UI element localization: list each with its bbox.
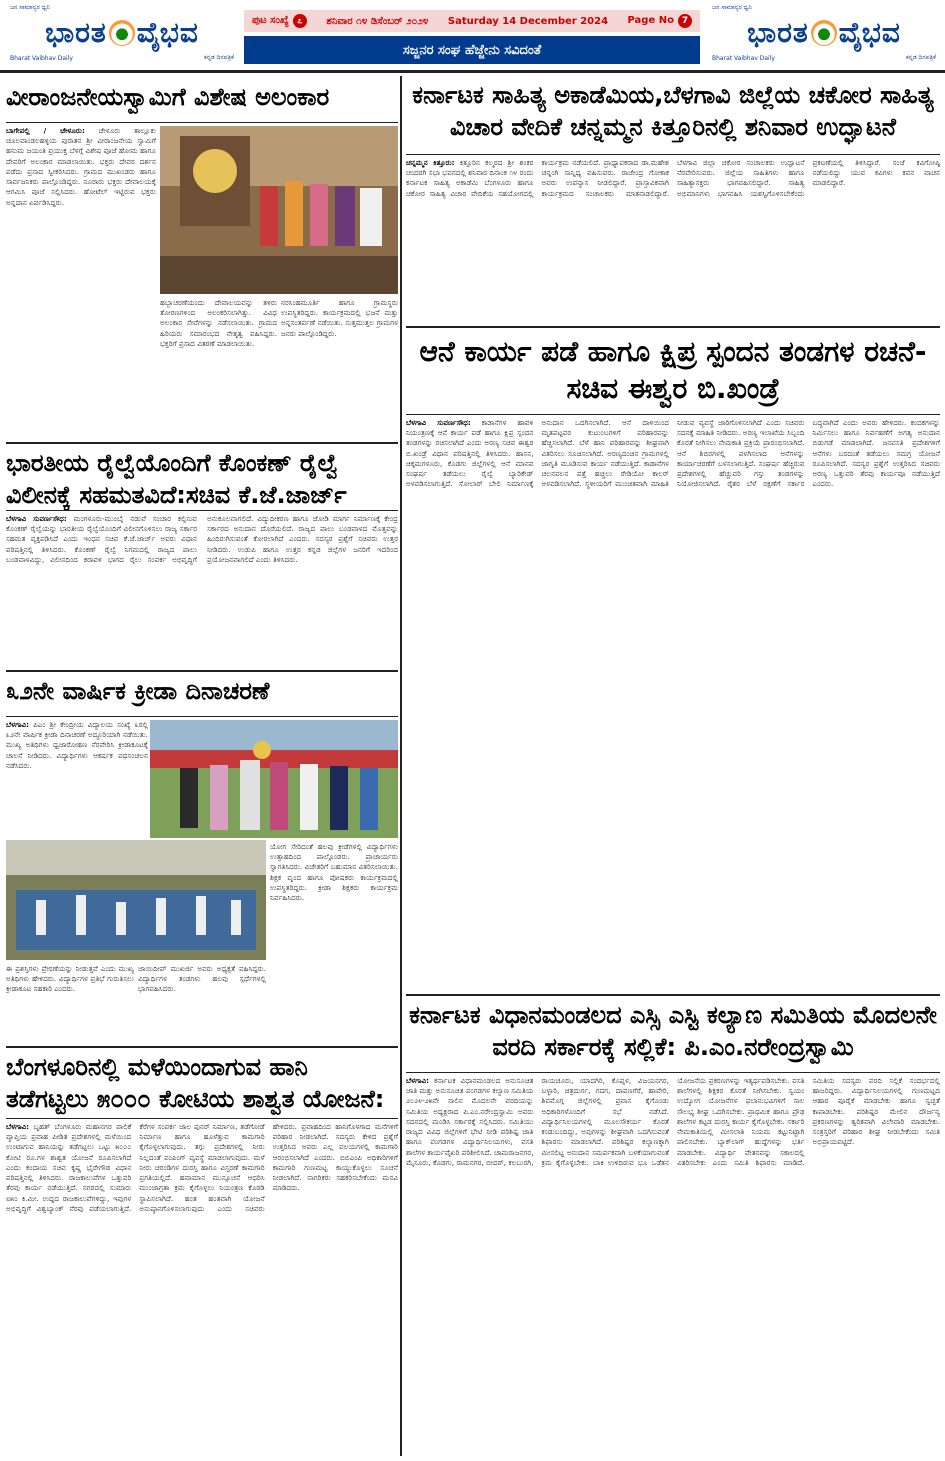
brand-left-text: ಭಾರತ bbox=[45, 16, 107, 49]
article-6-rule bbox=[6, 1118, 398, 1119]
article-3-rule bbox=[406, 414, 940, 415]
article-4-body bbox=[6, 514, 398, 664]
article-5-col-b: ಯೋಗ ಸೇರಿದಂತೆ ಹಲವು ಕ್ರೀಡೆಗಳಲ್ಲಿ ವಿದ್ಯಾರ್ಥಿಗಳು ಉತ್ಸಾಹದಿಂದ ಪಾಲ್ಗೊಂಡರು. ಪ್ರಾಚಾರ್ಯರು ಸ್ವಾಗತಿಸಿದರು. ವಿಜೇತರಿಗೆ ಬಹುಮಾನ ವಿತರಿಸಲಾಯಿತು. ಶಿಕ್ಷಕ ವೃಂದ ಹಾಗೂ ಪೋಷಕರು ಕಾರ್ಯಕ್ರಮದಲ್ಲಿ ಉಪಸ್ಥಿತರಿದ್ದರು. ಕ್ರೀಡಾ ಶಿಕ್ಷಕರು ಕಾರ್ಯಕ್ರಮ ನಿರ್ವಹಿಸಿದರು. bbox=[270, 842, 398, 903]
article-7-rule bbox=[406, 1072, 940, 1073]
article-3-headline: ಆನೆ ಕಾರ್ಯ ಪಡೆ ಹಾಗೂ ಕ್ಷಿಪ್ರ ಸ್ಪಂದನ ತಂಡಗಳ ರಚನೆ-ಸಚಿವ ಈಶ್ವರ ಬಿ.ಖಂಡ್ರೆ bbox=[419, 335, 927, 405]
brand-right-text-right: ವೈಭವ bbox=[838, 16, 901, 49]
brand-left-text-right: ಭಾರತ bbox=[747, 16, 809, 49]
tricolor-emblem-icon-right bbox=[811, 20, 837, 46]
masthead-divider bbox=[0, 70, 945, 73]
article-3-body bbox=[406, 418, 940, 988]
article-7-body bbox=[406, 1076, 940, 1454]
article-4-headline: ಭಾರತೀಯ ರೈಲ್ವೆಯೊಂದಿಗೆ ಕೊಂಕಣ್ ರೈಲ್ವೆ ವಿಲೀನಕ್ಕೆ ಸಹಮತವಿದೆ:ಸಚಿವ ಕೆ.ಜೆ.ಜಾರ್ಜ್ bbox=[6, 449, 347, 509]
page-label-en: Page No 7 bbox=[627, 14, 691, 28]
article-7-body-text: ಕರ್ನಾಟಕ ವಿಧಾನಮಂಡಲದ ಅನುಸೂಚಿತ ಜಾತಿ ಮತ್ತು ಅನುಸೂಚಿತ ಪಂಗಡಗಳ ಕಲ್ಯಾಣ ಸಮಿತಿಯ ೨೦೨೪-೨೫ನೇ ಸಾಲಿನ ಮೊದಲನೇ ವರದಿಯನ್ನು ಸಮಿತಿಯ ಅಧ್ಯಕ್ಷರಾದ ಪಿ.ಎಂ.ನರೇಂದ್ರಸ್ವಾಮಿ ಅವರು ಸದನದಲ್ಲಿ ಮಂಡಿಸಿ ಸರ್ಕಾರಕ್ಕೆ ಸಲ್ಲಿಸಿದರು. ಸಮಿತಿಯು ರಾಜ್ಯದ ವಿವಿಧ ಜಿಲ್ಲೆಗಳಿಗೆ ಭೇಟಿ ನೀಡಿ ಪರಿಶಿಷ್ಟ ಜಾತಿ ಹಾಗೂ ಪಂಗಡಗಳ ವಿದ್ಯಾರ್ಥಿನಿಲಯಗಳು, ವಸತಿ ಶಾಲೆಗಳ ಕಾರ್ಯವೈಖರಿ ಪರಿಶೀಲಿಸಿದೆ. ಚಾಮರಾಜನಗರ, ಮೈಸೂರು, ಕೊಡಗು, ರಾಮನಗರ, ಬೀದರ್, ಕಲಬುರಗಿ, ರಾಯಚೂರು, ಯಾದಗಿರಿ, ಕೊಪ್ಪಳ, ವಿಜಯನಗರ, ಬಳ್ಳಾರಿ, ಚಿತ್ರದುರ್ಗ, ಗದಗ, ದಾವಣಗೆರೆ, ಹಾವೇರಿ, ಶಿವಮೊಗ್ಗ ಜಿಲ್ಲೆಗಳಲ್ಲಿ ಪ್ರವಾಸ ಕೈಗೊಂಡು ಅಧಿಕಾರಿಗಳೊಂದಿಗೆ ಸಭೆ ನಡೆಸಿದೆ. ವಿದ್ಯಾರ್ಥಿನಿಲಯಗಳಲ್ಲಿ ಮೂಲಸೌಕರ್ಯ ಕೊರತೆ ಕಂಡುಬಂದಿದ್ದು, ಅವುಗಳನ್ನು ಶೀಘ್ರವಾಗಿ ಒದಗಿಸುವಂತೆ ಶಿಫಾರಸು ಮಾಡಲಾಗಿದೆ. ಪರಿಶಿಷ್ಟರ ಕಲ್ಯಾಣಕ್ಕಾಗಿ ಮೀಸಲಿಟ್ಟ ಅನುದಾನ ಸಮರ್ಪಕವಾಗಿ ಬಳಕೆಯಾಗುವಂತೆ ಕ್ರಮ ಕೈಗೊಳ್ಳಬೇಕು. ಬಾಕಿ ಉಳಿದಿರುವ ಭೂ ಒಡೆತನ ಯೋಜನೆಯ ಪ್ರಕರಣಗಳನ್ನು ಇತ್ಯರ್ಥಪಡಿಸಬೇಕು. ವಸತಿ ಶಾಲೆಗಳಲ್ಲಿ ಶಿಕ್ಷಕರ ಕೊರತೆ ನೀಗಿಸಬೇಕು. ಸ್ವಯಂ ಉದ್ಯೋಗ ಯೋಜನೆಗಳ ಫಲಾನುಭವಿಗಳಿಗೆ ಸಾಲ ಸೌಲಭ್ಯ ಶೀಘ್ರ ಒದಗಿಸಬೇಕು. ಪ್ರಾಥಮಿಕ ಹಾಗೂ ಪ್ರೌಢ ಶಾಲೆಗಳ ಕಟ್ಟಡ ದುರಸ್ತಿ ಕಾರ್ಯ ಕೈಗೊಳ್ಳಬೇಕು. ಸರ್ಕಾರಿ ನೇಮಕಾತಿಯಲ್ಲಿ ಮೀಸಲಾತಿ ನಿಯಮ ಕಟ್ಟುನಿಟ್ಟಾಗಿ ಪಾಲಿಸಬೇಕು. ಬ್ಯಾಕ್‌ಲಾಗ್ ಹುದ್ದೆಗಳನ್ನು ಭರ್ತಿ ಮಾಡಬೇಕು. ವಿದ್ಯಾರ್ಥಿ ವೇತನವನ್ನು ಸಕಾಲದಲ್ಲಿ ವಿತರಿಸಬೇಕು ಎಂದು ಸಮಿತಿ ಶಿಫಾರಸು ಮಾಡಿದೆ. ಸಮಿತಿಯ ಸದಸ್ಯರು ವರದಿ ಸಲ್ಲಿಕೆ ಸಂದರ್ಭದಲ್ಲಿ ಹಾಜರಿದ್ದರು. ವಿದ್ಯಾರ್ಥಿನಿಲಯಗಳಲ್ಲಿ ಗುಣಮಟ್ಟದ ಆಹಾರ ಪೂರೈಕೆ ಮಾಡಬೇಕು ಹಾಗೂ ಸ್ವಚ್ಛತೆ ಕಾಪಾಡಬೇಕು. ಪರಿಶಿಷ್ಟರ ಮೇಲಿನ ದೌರ್ಜನ್ಯ ಪ್ರಕರಣಗಳನ್ನು ತ್ವರಿತವಾಗಿ ವಿಲೇವಾರಿ ಮಾಡಬೇಕು. ಸಂತ್ರಸ್ತರಿಗೆ ಪರಿಹಾರ ಶೀಘ್ರ ನೀಡಬೇಕೆಂದು ಸಮಿತಿ ಅಭಿಪ್ರಾಯಪಟ್ಟಿದೆ. bbox=[406, 1076, 940, 1167]
article-2-bottom-rule bbox=[406, 326, 940, 328]
masthead-top-text-right: ಜನ ಸಾಮಾನ್ಯರ ಧ್ವನಿ bbox=[712, 4, 752, 11]
article-3-dateline: ಬೆಳಗಾವಿ ಸುವರ್ಣಸೌಧ: bbox=[406, 418, 471, 427]
brand-right-text: ವೈಭವ bbox=[136, 16, 199, 49]
article-2-body bbox=[406, 158, 940, 322]
article-5-bottom-rule bbox=[6, 1046, 398, 1048]
article-6-headline: ಬೆಂಗಳೂರಿನಲ್ಲಿ ಮಳೆಯಿಂದಾಗುವ ಹಾನಿ ತಡೆಗಟ್ಟಲು ೫೦೦೦ ಕೋಟಿಯ ಶಾಶ್ವತ ಯೋಜನೆ: bbox=[6, 1053, 385, 1113]
article-6-body-text: ಬೃಹತ್ ಬೆಂಗಳೂರು ಮಹಾನಗರ ಪಾಲಿಕೆ ವ್ಯಾಪ್ತಿಯ ಪ್ರವಾಹ ಪೀಡಿತ ಪ್ರದೇಶಗಳಲ್ಲಿ ಮಳೆಯಿಂದ ಉಂಟಾಗುವ ಹಾನಿಯನ್ನು ತಡೆಗಟ್ಟಲು ಒಟ್ಟು ೫೦೦೦ ಕೋಟಿ ರೂ.ಗಳ ಶಾಶ್ವತ ಯೋಜನೆ ರೂಪಿಸಲಾಗಿದೆ ಎಂದು ಕಂದಾಯ ಸಚಿವ ಕೃಷ್ಣ ಭೈರೇಗೌಡ ವಿಧಾನ ಪರಿಷತ್ತಿನಲ್ಲಿ ತಿಳಿಸಿದರು. ರಾಜಕಾಲುವೆಗಳ ಒತ್ತುವರಿ ತೆರವು ಕಾರ್ಯ ನಡೆಯುತ್ತಿದೆ. ನಗರದಲ್ಲಿ ಸುಮಾರು ೮೫೦ ಕಿ.ಮೀ. ಉದ್ದದ ರಾಜಕಾಲುವೆಗಳಿದ್ದು, ಇವುಗಳ ಅಭಿವೃದ್ಧಿಗೆ ವಿಶ್ವಬ್ಯಾಂಕ್ ನೆರವು ಪಡೆಯಲಾಗುತ್ತಿದೆ. ಕೆರೆಗಳ ಸಂಪರ್ಕ ಜಾಲ ಪುನರ್ ನಿರ್ಮಾಣ, ತಡೆಗೋಡೆ ನಿರ್ಮಾಣ ಹಾಗೂ ಹೂಳೆತ್ತುವ ಕಾಮಗಾರಿ ಕೈಗೊಳ್ಳಲಾಗುವುದು. ತಗ್ಗು ಪ್ರದೇಶಗಳಲ್ಲಿ ನೀರು ನಿಲ್ಲದಂತೆ ಪಂಪಿಂಗ್ ವ್ಯವಸ್ಥೆ ಮಾಡಲಾಗುವುದು. ಮಳೆ ನೀರು ಚರಂಡಿಗಳ ದುರಸ್ತಿ ಹಾಗೂ ವಿಸ್ತರಣೆ ಕಾಮಗಾರಿ ಪ್ರಗತಿಯಲ್ಲಿದೆ. ಹವಾಮಾನ ಮುನ್ಸೂಚನೆ ಆಧರಿಸಿ ಮುಂಜಾಗ್ರತಾ ಕ್ರಮ ಕೈಗೊಳ್ಳಲು ನಿಯಂತ್ರಣ ಕೊಠಡಿ ಸ್ಥಾಪಿಸಲಾಗಿದೆ. ಹಂತ ಹಂತವಾಗಿ ಯೋಜನೆ ಅನುಷ್ಠಾನಗೊಳಿಸಲಾಗುವುದು ಎಂದು ಸಚಿವರು ಹೇಳಿದರು. ಪ್ರವಾಹದಿಂದ ಹಾನಿಗೊಳಗಾದ ಮನೆಗಳಿಗೆ ಪರಿಹಾರ ನೀಡಲಾಗಿದೆ. ಸದಸ್ಯರು ಕೇಳಿದ ಪ್ರಶ್ನೆಗೆ ಉತ್ತರಿಸಿದ ಅವರು ಎಲ್ಲ ವಲಯಗಳಲ್ಲಿ ಕಾಮಗಾರಿ ಆರಂಭಿಸಲಾಗಿದೆ ಎಂದರು. ಬಿಬಿಎಂಪಿ ಅಧಿಕಾರಿಗಳಿಗೆ ಕಾಮಗಾರಿ ಗುಣಮಟ್ಟ ಕಾಯ್ದುಕೊಳ್ಳಲು ಸೂಚನೆ ನೀಡಲಾಗಿದೆ. ನಾಗರಿಕರು ಸಹಕರಿಸಬೇಕೆಂದು ಮನವಿ ಮಾಡಿದರು. bbox=[6, 1122, 398, 1213]
article-1-dateline: ಬಾಗೇಪಲ್ಲಿ / ಚೇಳೂರು: bbox=[6, 126, 85, 135]
masthead-tagline: ಸಜ್ಜನರ ಸಂಘ ಹೆಜ್ಜೇನು ಸವಿದಂತೆ bbox=[244, 36, 700, 64]
tricolor-emblem-icon bbox=[109, 20, 135, 46]
article-2-headline: ಕರ್ನಾಟಕ ಸಾಹಿತ್ಯ ಅಕಾಡೆಮಿಯ,ಬೆಳಗಾವಿ ಜಿಲ್ಲೆಯ ಚಕೋರ ಸಾಹಿತ್ಯ ವಿಚಾರ ವೇದಿಕೆ ಚನ್ನಮ್ಮನ ಕಿತ್ತೂರಿನಲ್ಲಿ ಶನಿವಾರ ಉದ್ಘಾಟನೆ bbox=[412, 81, 934, 141]
article-4-body-text: ಮಂಗಳೂರು-ಮುಂಬೈ ನಡುವೆ ಸಂಚಾರ ಕಲ್ಪಿಸುವ ಕೊಂಕಣ್ ರೈಲ್ವೆಯನ್ನು ಭಾರತೀಯ ರೈಲ್ವೆಯೊಂದಿಗೆ ವಿಲೀನಗೊಳಿಸಲು ರಾಜ್ಯ ಸರ್ಕಾರ ಸಹಮತ ವ್ಯಕ್ತಪಡಿಸಿದೆ ಎಂದು ಇಂಧನ ಸಚಿವ ಕೆ.ಜೆ.ಜಾರ್ಜ್ ಅವರು ವಿಧಾನ ಪರಿಷತ್ತಿನಲ್ಲಿ ತಿಳಿಸಿದರು. ಕೊಂಕಣ್ ರೈಲ್ವೆ ನಿಗಮದಲ್ಲಿ ರಾಜ್ಯದ ಪಾಲು ಬಂಡವಾಳವಿದ್ದು, ವಿಲೀನದಿಂದ ಕರಾವಳಿ ಭಾಗದ ರೈಲು ಸಂಪರ್ಕ ಅಭಿವೃದ್ಧಿಗೆ ಅನುಕೂಲವಾಗಲಿದೆ. ವಿದ್ಯುದೀಕರಣ ಹಾಗೂ ಜೋಡಿ ಮಾರ್ಗ ನಿರ್ಮಾಣಕ್ಕೆ ಕೇಂದ್ರ ಸರ್ಕಾರದ ಅನುದಾನ ದೊರೆಯಲಿದೆ. ರಾಜ್ಯದ ಪಾಲು ಬಂಡವಾಳದ ಮೊತ್ತವನ್ನು ಹಿಂದಿರುಗಿಸುವಂತೆ ಕೋರಲಾಗಿದೆ ಎಂದರು. ಸದಸ್ಯರ ಪ್ರಶ್ನೆಗೆ ಸಚಿವರು ಉತ್ತರ ನೀಡಿದರು. ಉಡುಪಿ ಹಾಗೂ ಉತ್ತರ ಕನ್ನಡ ಜಿಲ್ಲೆಗಳ ಜನರಿಗೆ ಇದರಿಂದ ಪ್ರಯೋಜನವಾಗಲಿದೆ ಎಂದು ತಿಳಿಸಿದರು. bbox=[6, 514, 398, 564]
masthead-sub-en: Bharat Vaibhav Daily bbox=[10, 55, 73, 62]
date-en: Saturday 14 December 2024 bbox=[447, 15, 609, 27]
article-2-rule bbox=[406, 154, 940, 155]
article-5-dateline: ಬೆಳಗಾವಿ: bbox=[6, 720, 30, 729]
article-5-col-a bbox=[6, 720, 148, 830]
masthead-sub-en-right: Bharat Vaibhav Daily bbox=[712, 55, 775, 62]
page-number-badge-kn: ೭ bbox=[293, 14, 307, 28]
article-6-dateline: ಬೆಳಗಾವಿ: bbox=[6, 1122, 30, 1131]
article-1-photo bbox=[160, 126, 398, 294]
column-divider-vertical bbox=[400, 76, 402, 1456]
article-3-bottom-rule bbox=[406, 994, 940, 996]
article-5-photo-prize bbox=[150, 720, 398, 838]
article-2-dateline: ಚನ್ನಮ್ಮನ ಕಿತ್ತೂರು: bbox=[406, 158, 455, 167]
page-label-kn: ಪುಟ ಸಂಖ್ಯೆ ೭ bbox=[252, 14, 307, 28]
article-1-col-3: ನರಸಿಂಹಮೂರ್ತಿ ಹಾಗೂ ಗ್ರಾಮಸ್ಥರು ಉಪಸ್ಥಿತರಿದ್ದರು. ಕಾರ್ಯಕ್ರಮದಲ್ಲಿ ಭಜನೆ ಮತ್ತು ಅನ್ನಸಂತರ್ಪಣೆ ನಡೆಯಿತು. ಸುತ್ತಮುತ್ತಲ ಗ್ರಾಮಗಳ ಜನರು ಪಾಲ್ಗೊಂಡಿದ್ದರು. bbox=[281, 298, 398, 338]
article-4-dateline: ಬೆಳಗಾವಿ ಸುವರ್ಣಸೌಧ: bbox=[6, 514, 67, 523]
article-5-col-d: ಜಾಯಿದೀಪ್ ಮುಖರ್ಜಿ ಅವರು ಅಧ್ಯಕ್ಷತೆ ವಹಿಸಿದ್ದರು. ವಿದ್ಯಾರ್ಥಿಗಳ ತಂಡಗಳು ಹಲವು ಸ್ಪರ್ಧೆಗಳಲ್ಲಿ ಭಾಗವಹಿಸಿದರು. bbox=[138, 964, 266, 994]
article-7-dateline: ಬೆಳಗಾವಿ: bbox=[406, 1076, 430, 1085]
article-5-col-c: ಈ ಪ್ರಶಸ್ತಿಗಳು ಪ್ರೇರಣೆಯನ್ನು ನೀಡುತ್ತವೆ ಎಂದು ಮುಖ್ಯ ಅತಿಥಿಗಳು ಹೇಳಿದರು. ವಿದ್ಯಾರ್ಥಿಗಳ ಪ್ರತಿಭೆ ಗುರುತಿಸಲು ಕ್ರೀಡಾಕೂಟ ಸಹಕಾರಿ ಎಂದರು. bbox=[6, 964, 134, 994]
article-5-rule bbox=[6, 716, 398, 717]
article-5-headline: ೩೨ನೇ ವಾರ್ಷಿಕ ಕ್ರೀಡಾ ದಿನಾಚರಣೆ bbox=[6, 677, 270, 705]
masthead-logo-right bbox=[706, 2, 942, 64]
article-1-col-2: ಹಬ್ಬಾಚರಣೆಯಂದು ದೇವಾಲಯವನ್ನು ತಳಿರು ತೋರಣಗಳಿಂದ ಅಲಂಕರಿಸಲಾಗಿತ್ತು. ವಿವಿಧ ಅಲಂಕಾರ ಸೇವೆಗಳನ್ನು ನಡೆಸಲಾಯಿತು. ಗ್ರಾಮದ ಹಿರಿಯರು ಸಮಾರಂಭದ ನೇತೃತ್ವ ವಹಿಸಿದ್ದರು. ಭಕ್ತರಿಗೆ ಪ್ರಸಾದ ವಿತರಣೆ ಮಾಡಲಾಯಿತು. bbox=[160, 298, 277, 348]
article-4-rule bbox=[6, 510, 398, 511]
article-5-photo-yoga bbox=[6, 840, 266, 960]
masthead-top-text: ಜನ ಸಾಮಾನ್ಯರ ಧ್ವನಿ bbox=[10, 4, 50, 11]
masthead-logo-left bbox=[4, 2, 240, 64]
masthead-sub-kn: ಕನ್ನಡ ದಿನಪತ್ರಿಕೆ bbox=[203, 54, 234, 61]
article-1-col-1 bbox=[6, 126, 156, 436]
article-1-body-col1: ಚೇಳೂರು ತಾಲ್ಲೂಕು ಚೂಲವಾಂಡಲಹಳ್ಳಿಯ ಪುರಾತನ ಶ್ರೀ ವೀರಾಂಜನೇಯ ಸ್ವಾಮಿಗೆ ಹನುಮ ಜಯಂತಿ ಪ್ರಯುಕ್ತ ಬೆಳಗ್ಗೆ ವಿಶೇಷ ಪೂಜೆ ಹೋಮ ಹಾಗೂ ದೇವರಿಗೆ ಅಲಂಕಾರ ಮಾಡಲಾಯಿತು. ಭಕ್ತರು ದೇವರ ದರ್ಶನ ಪಡೆದು ಪ್ರಸಾದ ಸ್ವೀಕರಿಸಿದರು. ಗ್ರಾಮದ ಮುಖಂಡರು ಹಾಗೂ ಸಾರ್ವಜನಿಕರು ಪಾಲ್ಗೊಂಡಿದ್ದರು. ನೂರಾರು ಭಕ್ತರು ದೇವಾಲಯಕ್ಕೆ ಆಗಮಿಸಿ ಪೂಜೆ ಸಲ್ಲಿಸಿದರು. ಹೋಟೆಲ್ ಇಟ್ಟಿರುವ ಭಕ್ತರು ಅನ್ನದಾನ ಏರ್ಪಡಿಸಿದ್ದರು. bbox=[6, 126, 156, 207]
article-3-body-text: ಕಾಡಾನೆಗಳ ಹಾವಳಿ ನಿಯಂತ್ರಣಕ್ಕೆ ಆನೆ ಕಾರ್ಯ ಪಡೆ ಹಾಗೂ ಕ್ಷಿಪ್ರ ಸ್ಪಂದನ ತಂಡಗಳನ್ನು ರಚಿಸಲಾಗಿದೆ ಎಂದು ಅರಣ್ಯ ಸಚಿವ ಈಶ್ವರ ಬಿ.ಖಂಡ್ರೆ ವಿಧಾನ ಪರಿಷತ್ತಿನಲ್ಲಿ ತಿಳಿಸಿದರು. ಹಾಸನ, ಚಿಕ್ಕಮಗಳೂರು, ಕೊಡಗು ಜಿಲ್ಲೆಗಳಲ್ಲಿ ಆನೆ ಮಾನವ ಸಂಘರ್ಷ ತಡೆಯಲು ರೈಲ್ವೆ ಬ್ಯಾರಿಕೇಡ್ ಅಳವಡಿಸಲಾಗುತ್ತಿದೆ. ಸೋಲಾರ್ ಬೇಲಿ ನಿರ್ಮಾಣಕ್ಕೆ ಅನುದಾನ ಒದಗಿಸಲಾಗಿದೆ. ಆನೆ ದಾಳಿಯಿಂದ ಮೃತಪಟ್ಟವರ ಕುಟುಂಬಗಳಿಗೆ ಪರಿಹಾರವನ್ನು ಹೆಚ್ಚಿಸಲಾಗಿದೆ. ಬೆಳೆ ಹಾನಿ ಪರಿಹಾರವನ್ನು ಶೀಘ್ರವಾಗಿ ವಿತರಿಸಲು ಸೂಚಿಸಲಾಗಿದೆ. ಅರಣ್ಯದಂಚಿನ ಗ್ರಾಮಗಳಲ್ಲಿ ಜಾಗೃತಿ ಮೂಡಿಸುವ ಕಾರ್ಯ ನಡೆಯುತ್ತಿದೆ. ಕಾಡಾನೆಗಳ ಚಲನವಲನ ಪತ್ತೆ ಹಚ್ಚಲು ರೇಡಿಯೋ ಕಾಲರ್ ಅಳವಡಿಸಲಾಗಿದೆ. ಸ್ಥಳೀಯರಿಗೆ ಮುಂಚಿತವಾಗಿ ಮಾಹಿತಿ ನೀಡುವ ವ್ಯವಸ್ಥೆ ಜಾರಿಗೊಳಿಸಲಾಗಿದೆ ಎಂದು ಸಚಿವರು ಸದನಕ್ಕೆ ಮಾಹಿತಿ ನೀಡಿದರು. ಅರಣ್ಯ ಇಲಾಖೆಯ ಸಿಬ್ಬಂದಿ ಕೊರತೆ ನೀಗಿಸಲು ನೇಮಕಾತಿ ಪ್ರಕ್ರಿಯೆ ಪ್ರಾರಂಭಿಸಲಾಗಿದೆ. ಆನೆ ಶಿಬಿರಗಳಲ್ಲಿ ಪಳಗಿಸಲಾದ ಆನೆಗಳನ್ನು ಕಾರ್ಯಾಚರಣೆಗೆ ಬಳಸಲಾಗುತ್ತಿದೆ. ಸಂಘರ್ಷ ಹೆಚ್ಚಿರುವ ಪ್ರದೇಶಗಳಲ್ಲಿ ಹೆಚ್ಚುವರಿ ಗಸ್ತು ತಂಡಗಳನ್ನು ನಿಯೋಜಿಸಲಾಗಿದೆ. ರೈತರ ಬೆಳೆ ರಕ್ಷಣೆಗೆ ಸರ್ಕಾರ ಬದ್ಧವಾಗಿದೆ ಎಂದು ಅವರು ಹೇಳಿದರು. ಕಂದಕಗಳನ್ನು ನಿರ್ಮಿಸಲು ಹಾಗೂ ನಿರ್ವಹಣೆಗೆ ಅಗತ್ಯ ಅನುದಾನ ಬಿಡುಗಡೆ ಮಾಡಲಾಗಿದೆ. ಜನವಸತಿ ಪ್ರದೇಶಗಳಿಗೆ ಆನೆಗಳು ಬರದಂತೆ ತಡೆಯಲು ಸಮಗ್ರ ಯೋಜನೆ ರೂಪಿಸಲಾಗಿದೆ. ಸದಸ್ಯರ ಪ್ರಶ್ನೆಗೆ ಉತ್ತರಿಸಿದ ಸಚಿವರು ಅರಣ್ಯ ಒತ್ತುವರಿ ತೆರವು ಕಾರ್ಯವೂ ನಡೆಯುತ್ತಿದೆ ಎಂದರು. bbox=[406, 418, 940, 489]
article-5-text-a: ಪಿಎಂ ಶ್ರೀ ಕೇಂದ್ರೀಯ ವಿದ್ಯಾಲಯ ಸಂಖ್ಯೆ ೩ರಲ್ಲಿ ೩೨ನೇ ವಾರ್ಷಿಕ ಕ್ರೀಡಾ ದಿನಾಚರಣೆ ಅದ್ಧೂರಿಯಾಗಿ ನಡೆಯಿತು. ಮುಖ್ಯ ಅತಿಥಿಗಳು ಧ್ವಜಾರೋಹಣ ನೆರವೇರಿಸಿ ಕ್ರೀಡಾಕೂಟಕ್ಕೆ ಚಾಲನೆ ನೀಡಿದರು. ವಿದ್ಯಾರ್ಥಿಗಳು ಆಕರ್ಷಕ ಪಥಸಂಚಲನ ನಡೆಸಿದರು. bbox=[6, 720, 148, 770]
page-number-badge: 7 bbox=[678, 14, 692, 28]
article-1-bottom-rule bbox=[6, 442, 398, 444]
article-6-body bbox=[6, 1122, 398, 1454]
masthead-sub-kn-right: ಕನ್ನಡ ದಿನಪತ್ರಿಕೆ bbox=[905, 54, 936, 61]
article-2-body-text: ಕಿತ್ತೂರಿನ ಕಲ್ಮಠದ ಶ್ರೀ ಶಂಕರ ಚಂದರಗಿ ಸಭಾ ಭವನದಲ್ಲಿ ಶನಿವಾರ ದಿನಾಂಕ ೧೪ ರಂದು ಕರ್ನಾಟಕ ಸಾಹಿತ್ಯ ಅಕಾಡೆಮಿ ಬೆಂಗಳೂರು ಹಾಗೂ ಚಕೋರ ಸಾಹಿತ್ಯ ವಿಚಾರ ವೇದಿಕೆಯ ಸಹಯೋಗದಲ್ಲಿ ಕಾರ್ಯಕ್ರಮ ನಡೆಯಲಿದೆ. ಪ್ರಾಧ್ಯಾಪಕರಾದ ಡಾ.ಮಹೇಶ ಚನ್ನಂಗಿ ಸಾನ್ನಿಧ್ಯ ವಹಿಸುವರು. ರಾಜೇಂದ್ರ ಗೋಕಾಕ ಅವರು ಉಪನ್ಯಾಸ ನೀಡಲಿದ್ದಾರೆ. ಪ್ರಾಸ್ತಾವಿಕವಾಗಿ ಕಾರ್ಯಕ್ರಮದ ಸಂಚಾಲಕರು ಮಾತನಾಡಲಿದ್ದಾರೆ. ಬೆಳಗಾವಿ ಜಿಲ್ಲಾ ಚಕೋರ ಸಂಚಾಲಕರು ಉದ್ಘಾಟನೆ ನೆರವೇರಿಸುವರು. ಜಿಲ್ಲೆಯ ಸಾಹಿತಿಗಳು ಹಾಗೂ ಸಾಹಿತ್ಯಾಸಕ್ತರು ಭಾಗವಹಿಸಲಿದ್ದಾರೆ. ಸಾಹಿತ್ಯ ಅಭಿಮಾನಿಗಳು ಭಾಗವಹಿಸಿ ಯಶಸ್ವಿಗೊಳಿಸಬೇಕೆಂದು ಪ್ರಕಟಣೆಯಲ್ಲಿ ತಿಳಿಸಿದ್ದಾರೆ. ಸಂಜೆ ಕವಿಗೋಷ್ಠಿ ನಡೆಯಲಿದ್ದು ಯುವ ಕವಿಗಳು ಕವನ ವಾಚನ ಮಾಡಲಿದ್ದಾರೆ. bbox=[406, 158, 940, 198]
masthead-info-bar bbox=[244, 10, 700, 32]
masthead bbox=[0, 0, 945, 70]
article-1-headline: ವೀರಾಂಜನೇಯಸ್ವಾಮಿಗೆ ವಿಶೇಷ ಅಲಂಕಾರ bbox=[6, 83, 330, 111]
article-7-headline: ಕರ್ನಾಟಕ ವಿಧಾನಮಂಡಲದ ಎಸ್ಸಿ ಎಸ್ಟಿ ಕಲ್ಯಾಣ ಸಮಿತಿಯ ಮೊದಲನೇ ವರದಿ ಸರ್ಕಾರಕ್ಕೆ ಸಲ್ಲಿಕೆ: ಪಿ.ಎಂ.ನರೇಂದ್ರಸ್ವಾಮಿ bbox=[409, 1001, 937, 1061]
date-kn: ಶನಿವಾರ ೧೪ ಡಿಸೆಂಬರ್ ೨೦೨೪ bbox=[326, 15, 429, 27]
article-1-rule bbox=[6, 122, 398, 123]
article-4-bottom-rule bbox=[6, 670, 398, 672]
